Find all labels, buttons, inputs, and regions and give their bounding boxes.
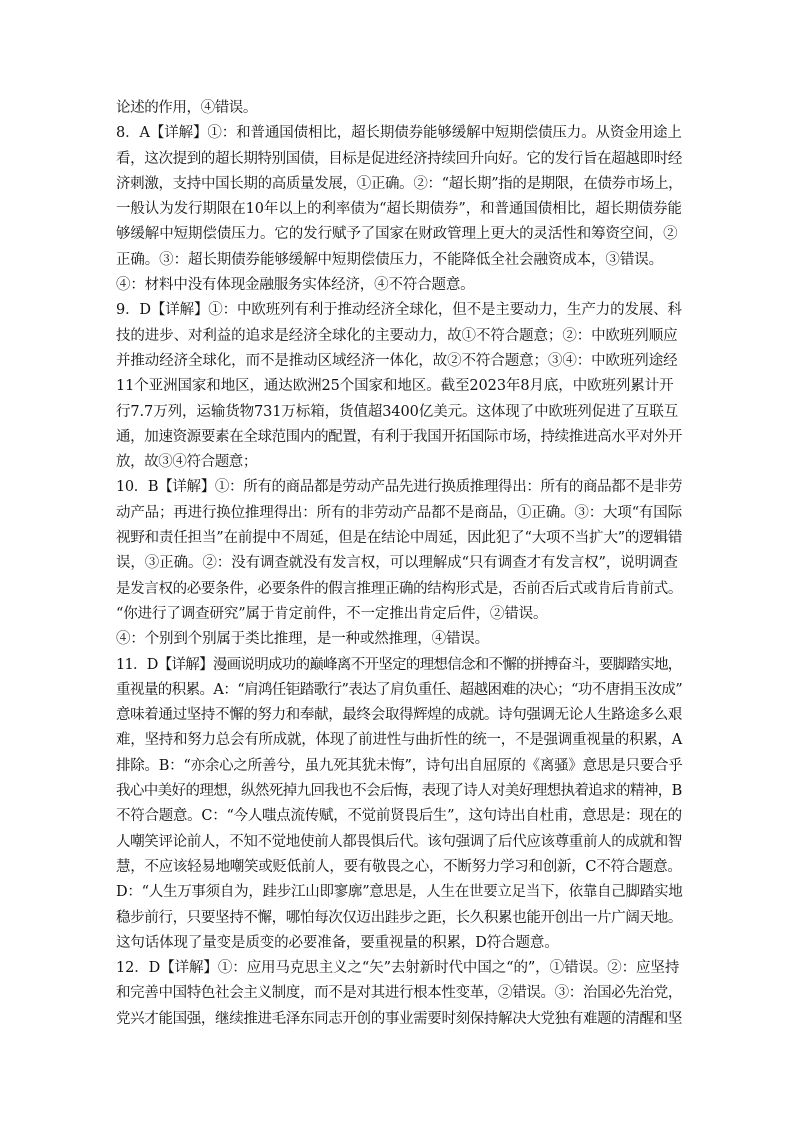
text-line: 12．D【详解】①：应用马克思主义之“矢”去射新时代中国之“的”，①错误。②：应坚持 [116, 960, 680, 977]
text-line: 慧，不应该轻易地嘲笑或贬低前人，要有敬畏之心，不断努力学习和创新，C不符合题意。 [116, 858, 682, 875]
text-line: 我心中美好的理想，纵然死掉九回我也不会后悔，表现了诗人对美好理想执着追求的精神，B [116, 783, 682, 800]
text-line: 党兴才能国强，继续推进毛泽东同志开创的事业需要时刻保持解决大党独有难题的清醒和坚 [116, 1010, 682, 1027]
text-line: 论述的作用，④错误。 [116, 100, 257, 116]
text-line: 通，加速资源要素在全球范围内的配置，有利于我国开拓国际市场，持续推进高水平对外开 [116, 428, 682, 445]
text-line: 这句话体现了量变是质变的必要准备，要重视量的积累，D符合题意。 [116, 934, 559, 951]
text-line: ④：个别到个别属于类比推理，是一种或然推理，④错误。 [116, 631, 489, 648]
text-line: 是发言权的必要条件，必要条件的假言推理正确的结构形式是，否前否后式或肯后肯前式。 [116, 580, 682, 597]
text-line: ④：材料中没有体现金融服务实体经济，④不符合题意。 [116, 277, 475, 294]
text-line: 意味着通过坚持不懈的努力和奉献，最终会取得辉煌的成就。诗句强调无论人生路途多么艰 [116, 707, 682, 724]
text-line: 一般认为发行期限在10年以上的利率债为“超长期债券”，和普通国债相比，超长期债券能 [116, 201, 682, 218]
text-line: 9．D【详解】①：中欧班列有利于推动经济全球化，但不是主要动力，生产力的发展、科 [116, 302, 682, 319]
text-line: 动产品；再进行换位推理得出：所有的非劳动产品都不是商品，①正确。③：大项“有国际 [116, 504, 682, 521]
text-line: 并推动经济全球化，而不是推动区域经济一体化，故②不符合题意；③④：中欧班列途经 [116, 352, 678, 369]
text-line: 人嘲笑评论前人，不知不觉地使前人都畏惧后代。该句强调了后代应该尊重前人的成就和智 [116, 833, 682, 850]
text-line: 8．A【详解】①：和普通国债相比，超长期债券能够缓解中短期偿债压力。从资金用途上 [116, 125, 682, 142]
text-line: 难，坚持和努力总会有所成就，体现了前进性与曲折性的统一，不是强调重视量的积累，A [116, 732, 682, 749]
text-line: D：“人生万事须自为，跬步江山即寥廓”意思是，人生在世要立足当下，依靠自己脚踏实地 [116, 884, 683, 901]
text-line: 看，这次提到的超长期特别国债，目标是促进经济持续回升向好。它的发行旨在超越即时经 [116, 150, 682, 167]
text-line: 11．D【详解】漫画说明成功的巅峰离不开坚定的理想信念和不懈的拼搏奋斗，要脚踏实地， [116, 656, 682, 673]
text-line: “你进行了调查研究”属于肯定前件，不一定推出肯定后件，②错误。 [116, 605, 548, 622]
text-line: 不符合题意。C：“今人嗤点流传赋，不觉前贤畏后生”，这句诗出自杜甫，意思是：现在的 [116, 808, 682, 825]
text-line: 够缓解中短期偿债压力。它的发行赋予了国家在财政管理上更大的灵活性和筹资空间，② [116, 226, 678, 243]
text-line: 和完善中国特色社会主义制度，而不是对其进行根本性变革，②错误。③：治国必先治党， [116, 985, 682, 1002]
text-line: 技的进步、对利益的追求是经济全球化的主要动力，故①不符合题意；②：中欧班列顺应 [116, 327, 678, 344]
text-line: 稳步前行，只要坚持不懈，哪怕每次仅迈出跬步之距，长久积累也能开创出一片广阔天地。 [116, 909, 682, 926]
text-line: 10．B【详解】①：所有的商品都是劳动产品先进行换质推理得出：所有的商品都不是非劳 [116, 479, 683, 496]
text-line: 行7.7万列，运输货物731万标箱，货值超3400亿美元。这体现了中欧班列促进了互联互 [116, 403, 679, 420]
text-line: 正确。③：超长期债券能够缓解中短期偿债压力，不能降低全社会融资成本，③错误。 [116, 251, 663, 268]
text-line: 视野和责任担当”在前提中不周延，但是在结论中周延，因此犯了“大项不当扩大”的逻辑错 [116, 530, 683, 547]
text-line: 误，③正确。②：没有调查就没有发言权，可以理解成“只有调查才有发言权”，说明调查 [116, 555, 678, 572]
document-page [116, 96, 686, 1032]
text-line: 11个亚洲国家和地区，通达欧洲25个国家和地区。截至2023年8月底，中欧班列累计开 [116, 378, 674, 395]
text-line: 重视量的积累。A：“肩鸿任钜踏歌行”表达了肩负重任、超越困难的决心；“功不唐捐玉汝成” [116, 681, 683, 698]
text-line: 放，故③④符合题意； [116, 454, 257, 471]
text-line: 济刺激，支持中国长期的高质量发展，①正确。②：“超长期”指的是期限，在债券市场上， [116, 175, 683, 192]
text-line: 排除。B：“亦余心之所善兮，虽九死其犹未悔”，诗句出自屈原的《离骚》意思是只要合乎 [116, 757, 683, 774]
